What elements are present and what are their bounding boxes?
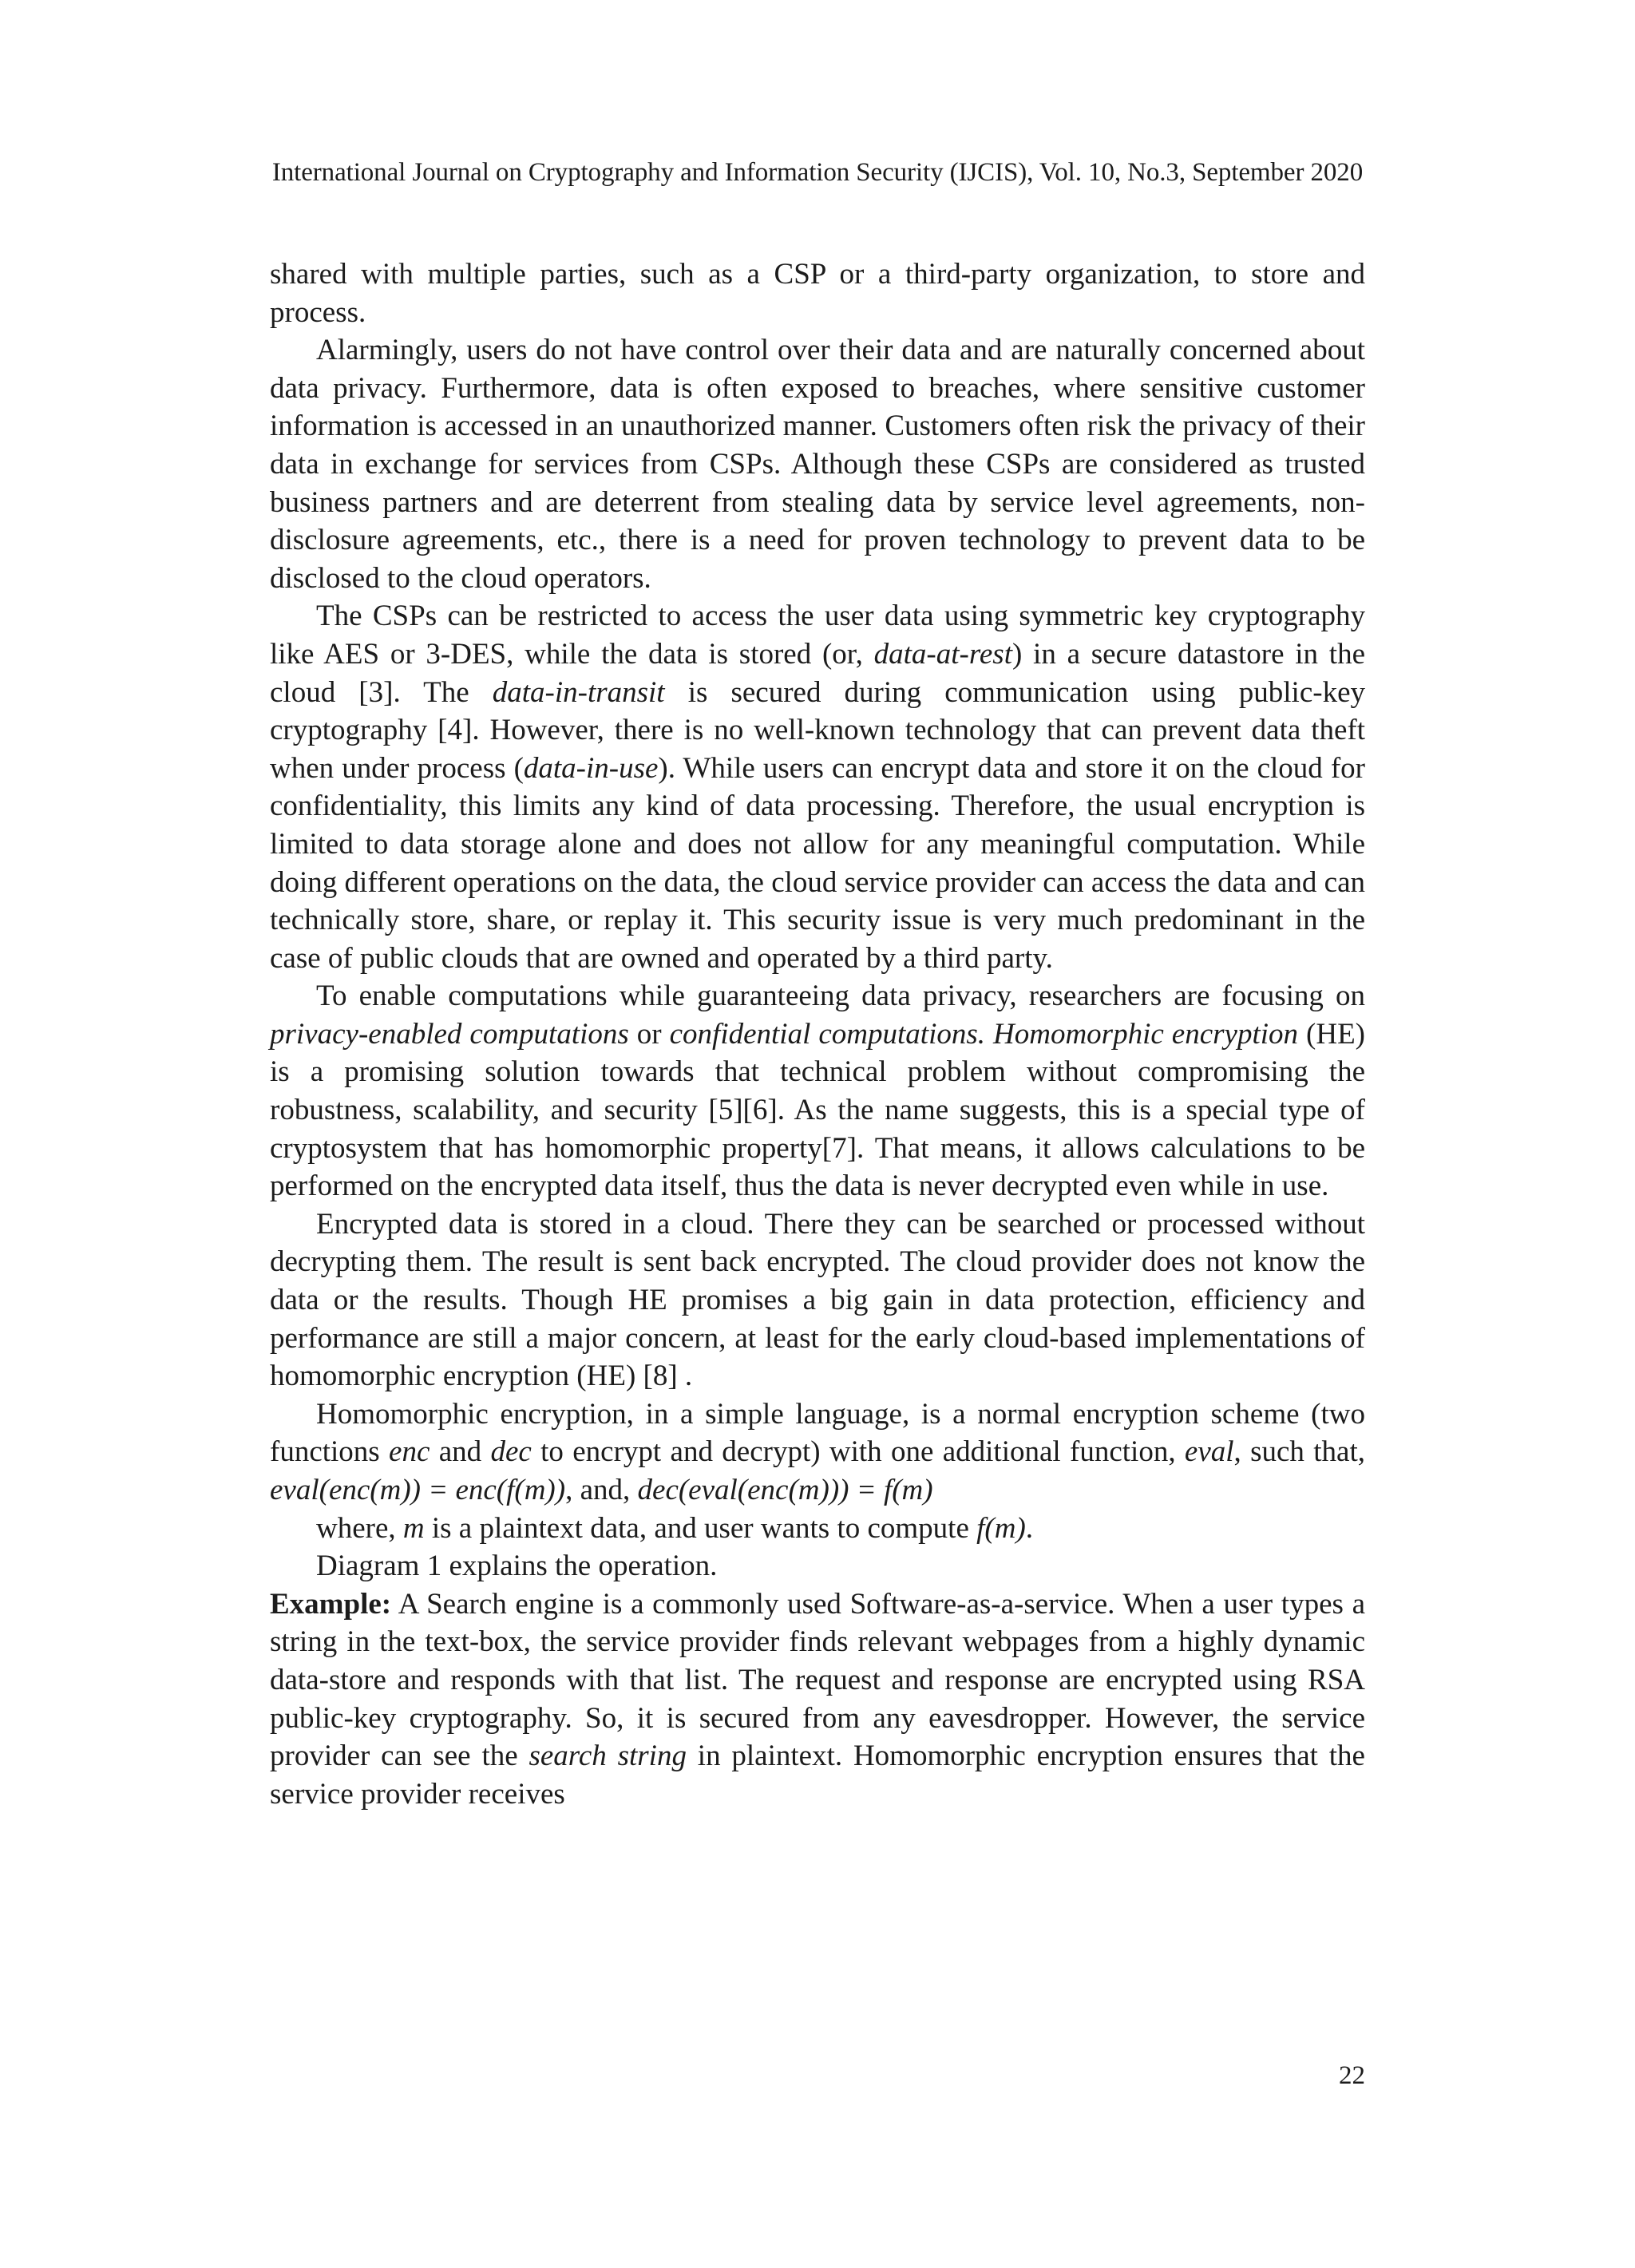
term-data-in-use: data-in-use xyxy=(523,751,659,785)
journal-header: International Journal on Cryptography and Information Security (IJCIS), Vol. 10, No.3, September 2020 xyxy=(271,158,1364,187)
paragraph-diagram-ref: Diagram 1 explains the operation. xyxy=(316,1550,718,1583)
paragraph-data-control: Alarmingly, users do not have control over their data and are naturally concerned about data privacy. Furthermore, data is often exposed to breaches, where sensitive customer information is accessed in an unauthorized manner. Customers often risk the privacy of their data in exchange for services from CSPs. Although these CSPs are considered as trusted business partners and are deterrent from stealing data by service level agreements, non-disclosure agreements, etc., there is a need for proven technology to prevent data to be disclosed to the cloud operators. xyxy=(270,334,1365,595)
paragraph-data-states: The CSPs can be restricted to access the user data using symmetric key cryptography like AES or 3-DES, while the data is stored (or, data-at-rest) in a secure datastore in the cloud [3]. The data-in-transit is secured during communication using public-key cryptography [4]. However, there is no well-known technology that can prevent data theft when under process (data-in-use). While users can encrypt data and store it on the cloud for confidentiality, this limits any kind of data processing. Therefore, the usual encryption is limited to data storage alone and does not allow for any meaningful computation. While doing different operations on the data, the cloud service provider can access the data and can technically store, share, or replay it. This security issue is very much predominant in the case of public clouds that are owned and operated by a third party. xyxy=(270,600,1366,975)
paragraph-where: where, m is a plaintext data, and user wants to compute f(m). xyxy=(316,1511,1034,1545)
paragraph-homomorphic-intro: To enable computations while guaranteeing data privacy, researchers are focusing on privacy-enabled computations or confidential computations. Homomorphic encryption (HE) is a promising solution towards that technical problem without compromising the robustness, scalability, and security [5][6]. As the name suggests, this is a special type of cryptosystem that has homomorphic property[7]. That means, it allows calculations to be performed on the encrypted data itself, thus the data is never decrypted even while in use. xyxy=(270,980,1365,1203)
term-data-at-rest: data-at-rest xyxy=(873,637,1012,671)
paragraph-example: Example: A Search engine is a commonly used Software-as-a-service. When a user types a string in the text-box, the service provider finds relevant webpages from a highly dynamic data-store and responds with that list. The request and response are encrypted using RSA public-key cryptography. So, it is secured from any eavesdropper. However, the service provider can see the search string in plaintext. Homomorphic encryption ensures that the service provider receives xyxy=(270,1587,1365,1811)
term-confidential: confidential computations. Homomorphic encryption xyxy=(669,1017,1299,1051)
term-search-string: search string xyxy=(529,1740,687,1773)
paragraph-continuation: shared with multiple parties, such as a CSP or a third-party organization, to store and process. xyxy=(270,258,1365,329)
paragraph-definition: Homomorphic encryption, in a simple language, is a normal encryption scheme (two functions enc and dec to encrypt and decrypt) with one additional function, eval, such that, eval(enc(m)) = enc(f(m)), and, dec(eval(enc(m))) = f(m) xyxy=(270,1397,1365,1506)
equation-eval: eval(enc(m)) = enc(f(m)) xyxy=(270,1474,566,1506)
page-number: 22 xyxy=(1339,2061,1365,2090)
term-privacy-enabled: privacy-enabled computations xyxy=(270,1017,629,1051)
equation-dec: dec(eval(enc(m))) = f(m) xyxy=(637,1474,933,1506)
term-data-in-transit: data-in-transit xyxy=(492,675,665,709)
example-label: Example: xyxy=(270,1587,392,1621)
paragraph-encrypted-cloud: Encrypted data is stored in a cloud. There they can be searched or processed without decrypting them. The result is sent back encrypted. The cloud provider does not know the data or the results. Though HE promises a big gain in data protection, efficiency and performance are still a major concern, at least for the early cloud-based implementations of homomorphic encryption (HE) [8] . xyxy=(270,1207,1365,1393)
article-body xyxy=(270,255,1365,1813)
